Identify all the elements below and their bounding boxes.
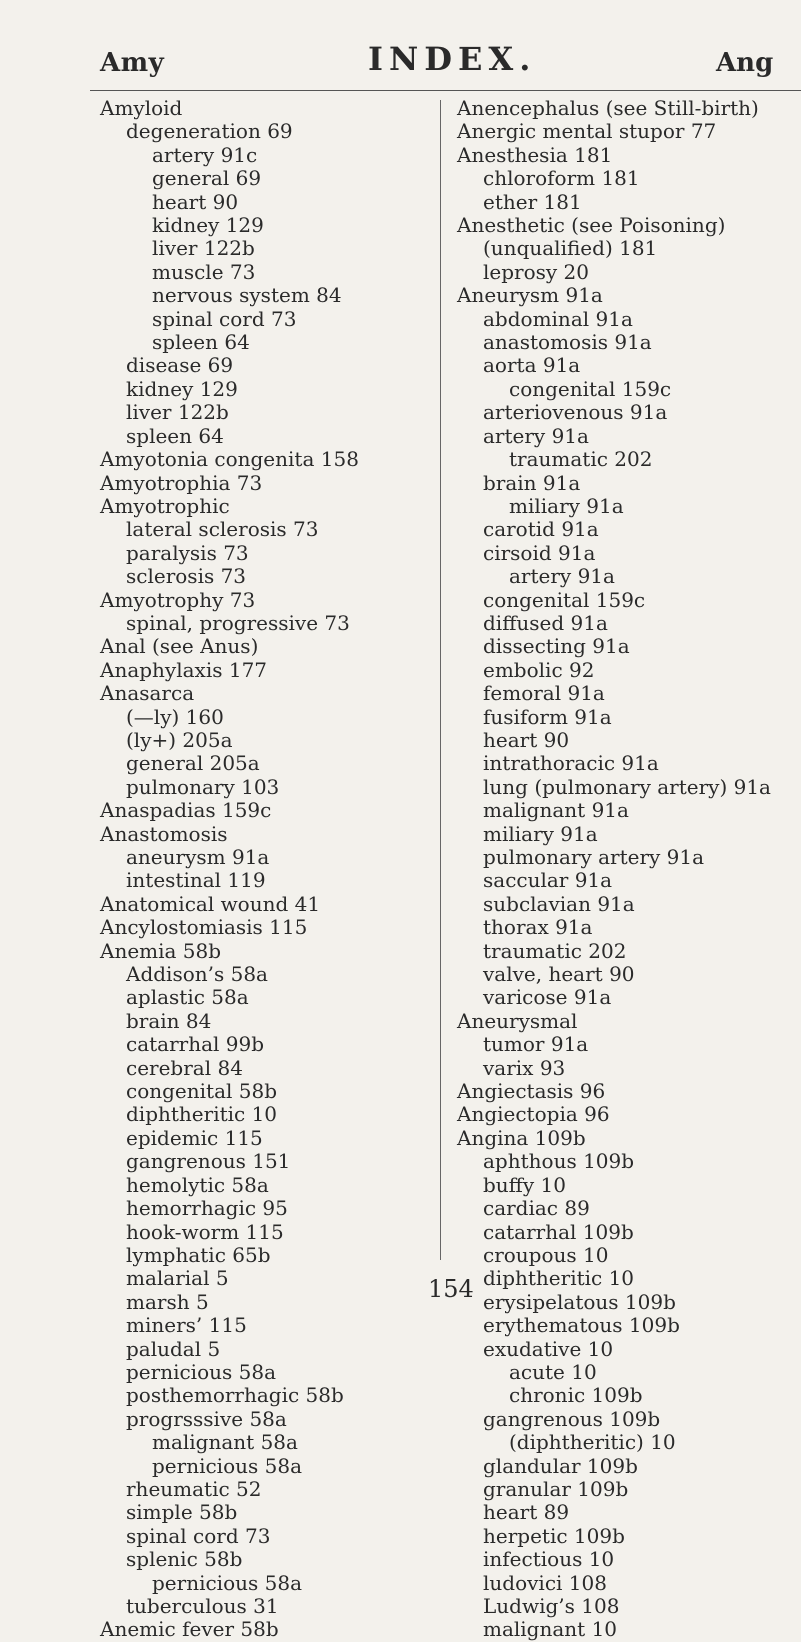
- index-entry: Aneurysm 91a: [457, 283, 603, 308]
- index-entry: Ludwig’s 108: [483, 1594, 620, 1618]
- index-entry: general 69: [152, 166, 262, 191]
- index-entry: femoral 91a: [483, 681, 605, 706]
- index-entry: Addison’s 58a: [126, 962, 268, 987]
- index-entry: erythematous 109b: [483, 1313, 680, 1338]
- index-entry: chronic 109b: [509, 1383, 643, 1408]
- index-entry: Anaspadias 159c: [100, 798, 272, 823]
- index-entry: marsh 5: [126, 1289, 209, 1314]
- index-entry: general 205a: [126, 751, 260, 776]
- index-entry: lateral sclerosis 73: [126, 517, 319, 542]
- column-divider: [440, 100, 441, 1260]
- index-entry: spleen 64: [152, 330, 250, 355]
- index-entry: Anaphylaxis 177: [100, 657, 268, 682]
- index-entry: brain 84: [126, 1008, 212, 1033]
- index-entry: rheumatic 52: [126, 1476, 262, 1501]
- index-entry: aphthous 109b: [483, 1149, 635, 1174]
- index-entry: paludal 5: [126, 1336, 221, 1361]
- header-rule: [90, 90, 801, 91]
- guide-word-first: Amy: [100, 48, 165, 78]
- index-entry: Angiectopia 96: [457, 1102, 610, 1127]
- index-entry: dissecting 91a: [483, 634, 630, 659]
- index-entry: tuberculous 31: [126, 1594, 279, 1618]
- index-entry: carotid 91a: [483, 517, 599, 542]
- index-entry: cirsoid 91a: [483, 540, 596, 565]
- index-entry: congenital 159c: [483, 587, 646, 612]
- index-entry: subclavian 91a: [483, 891, 635, 916]
- index-entry: Anemic fever 58b: [100, 1617, 279, 1642]
- index-entry: spinal cord 73: [152, 306, 297, 331]
- index-entry: ludovici 108: [483, 1570, 607, 1595]
- index-entry: progrsssive 58a: [126, 1406, 287, 1431]
- index-entry: intrathoracic 91a: [483, 751, 659, 776]
- index-entry: Anesthetic (see Poisoning): [457, 213, 726, 238]
- index-entry: embolic 92: [483, 657, 595, 682]
- index-entry: artery 91a: [509, 564, 615, 589]
- index-entry: gangrenous 151: [126, 1149, 291, 1174]
- index-entry: malarial 5: [126, 1266, 229, 1291]
- index-entry: kidney 129: [126, 376, 238, 401]
- index-entry: spinal, progressive 73: [126, 610, 350, 635]
- index-entry: pernicious 58a: [152, 1453, 302, 1478]
- index-entry: catarrhal 99b: [126, 1032, 265, 1057]
- index-entry: Anencephalus (see Still-birth): [457, 96, 759, 120]
- index-entry: lung (pulmonary artery) 91a: [483, 774, 771, 799]
- index-entry: leprosy 20: [483, 259, 590, 284]
- index-entry: thorax 91a: [483, 915, 593, 940]
- index-entry: herpetic 109b: [483, 1523, 625, 1548]
- index-entry: Amyotrophia 73: [100, 470, 263, 495]
- index-entry: ether 181: [483, 189, 582, 214]
- index-entry: Anasarca: [100, 681, 195, 706]
- index-entry: croupous 10: [483, 1242, 609, 1267]
- index-entry: Angina 109b: [457, 1125, 586, 1150]
- index-entry: traumatic 202: [483, 938, 627, 963]
- index-entry: lymphatic 65b: [126, 1242, 271, 1267]
- index-entry: nervous system 84: [152, 283, 342, 308]
- index-entry: fusiform 91a: [483, 704, 612, 729]
- index-entry: Amyloid: [100, 96, 183, 120]
- index-entry: glandular 109b: [483, 1453, 638, 1478]
- index-entry: traumatic 202: [509, 447, 653, 472]
- index-entry: hemolytic 58a: [126, 1172, 269, 1197]
- index-entry: malignant 91a: [483, 798, 629, 823]
- index-entry: Anastomosis: [100, 821, 228, 846]
- index-entry: gangrenous 109b: [483, 1406, 661, 1431]
- index-entry: liver 122b: [152, 236, 255, 261]
- index-entry: simple 58b: [126, 1500, 238, 1525]
- index-entry: Anemia 58b: [100, 938, 222, 963]
- index-entry: pernicious 58a: [126, 1359, 276, 1384]
- index-entry: miners’ 115: [126, 1313, 247, 1338]
- index-entry: exudative 10: [483, 1336, 614, 1361]
- index-entry: Anesthesia 181: [457, 142, 613, 167]
- index-entry: heart 90: [483, 727, 570, 752]
- index-entry: catarrhal 109b: [483, 1219, 634, 1244]
- index-entry: heart 89: [483, 1500, 570, 1525]
- index-entry: (—ly) 160: [126, 704, 224, 729]
- index-entry: epidemic 115: [126, 1125, 263, 1150]
- index-entry: sclerosis 73: [126, 564, 247, 589]
- index-column-right: [457, 97, 801, 1642]
- index-entry: saccular 91a: [483, 868, 613, 893]
- index-entry: Amyotonia congenita 158: [100, 447, 359, 472]
- index-entry: infectious 10: [483, 1547, 615, 1572]
- index-entry: tumor 91a: [483, 1032, 589, 1057]
- index-entry: Anatomical wound 41: [100, 891, 321, 916]
- index-entry: miliary 91a: [509, 493, 624, 518]
- index-entry: pernicious 58a: [152, 1570, 302, 1595]
- index-entry: arteriovenous 91a: [483, 400, 668, 425]
- index-entry: cerebral 84: [126, 1055, 243, 1080]
- index-entry: chloroform 181: [483, 166, 640, 191]
- page-header: [0, 0, 801, 90]
- index-entry: posthemorrhagic 58b: [126, 1383, 344, 1408]
- index-entry: Angiectasis 96: [457, 1079, 606, 1104]
- index-entry: splenic 58b: [126, 1547, 243, 1572]
- index-entry: varix 93: [483, 1055, 566, 1080]
- index-entry: aneurysm 91a: [126, 845, 270, 869]
- index-entry: diphtheritic 10: [126, 1102, 278, 1127]
- index-entry: spinal cord 73: [126, 1523, 271, 1548]
- guide-word-last: Ang: [716, 48, 774, 78]
- index-entry: aorta 91a: [483, 353, 581, 378]
- index-entry: brain 91a: [483, 470, 581, 495]
- index-entry: artery 91c: [152, 142, 258, 167]
- index-entry: disease 69: [126, 353, 234, 378]
- index-entry: hook-worm 115: [126, 1219, 284, 1244]
- index-entry: hemorrhagic 95: [126, 1196, 288, 1221]
- index-entry: degeneration 69: [126, 119, 293, 144]
- index-entry: Aneurysmal: [457, 1008, 578, 1033]
- index-entry: granular 109b: [483, 1476, 629, 1501]
- index-entry: varicose 91a: [483, 985, 612, 1010]
- index-entry: valve, heart 90: [483, 962, 635, 987]
- index-entry: kidney 129: [152, 213, 264, 238]
- index-entry: spleen 64: [126, 423, 224, 448]
- index-entry: miliary 91a: [483, 821, 598, 846]
- index-entry: diphtheritic 10: [483, 1266, 635, 1291]
- index-entry: (ly+) 205a: [126, 727, 233, 752]
- index-entry: heart 90: [152, 189, 239, 214]
- index-entry: Amyotrophy 73: [100, 587, 256, 612]
- index-entry: diffused 91a: [483, 610, 608, 635]
- index-entry: cardiac 89: [483, 1196, 590, 1221]
- index-entry: congenital 159c: [509, 376, 672, 401]
- index-entry: Anal (see Anus): [100, 634, 259, 659]
- index-entry: malignant 10: [483, 1617, 618, 1642]
- index-entry: liver 122b: [126, 400, 229, 425]
- index-entry: paralysis 73: [126, 540, 249, 565]
- index-entry: pulmonary artery 91a: [483, 845, 705, 869]
- index-entry: erysipelatous 109b: [483, 1289, 676, 1314]
- index-entry: pulmonary 103: [126, 774, 280, 799]
- index-entry: Anergic mental stupor 77: [457, 119, 717, 144]
- index-entry: (diphtheritic) 10: [509, 1430, 676, 1455]
- index-entry: Ancylostomiasis 115: [100, 915, 308, 940]
- index-entry: buffy 10: [483, 1172, 566, 1197]
- index-entry: artery 91a: [483, 423, 589, 448]
- index-entry: malignant 58a: [152, 1430, 298, 1455]
- page-title: INDEX.: [368, 40, 537, 78]
- index-entry: intestinal 119: [126, 868, 266, 893]
- index-entry: abdominal 91a: [483, 306, 633, 331]
- index-entry: acute 10: [509, 1359, 597, 1384]
- index-entry: anastomosis 91a: [483, 330, 652, 355]
- index-entry: aplastic 58a: [126, 985, 249, 1010]
- index-entry: muscle 73: [152, 259, 256, 284]
- index-entry: (unqualified) 181: [483, 236, 658, 261]
- page-number: 154: [428, 1275, 474, 1303]
- index-entry: congenital 58b: [126, 1079, 278, 1104]
- index-column-left: [100, 97, 430, 1642]
- index-entry: Amyotrophic: [100, 493, 230, 518]
